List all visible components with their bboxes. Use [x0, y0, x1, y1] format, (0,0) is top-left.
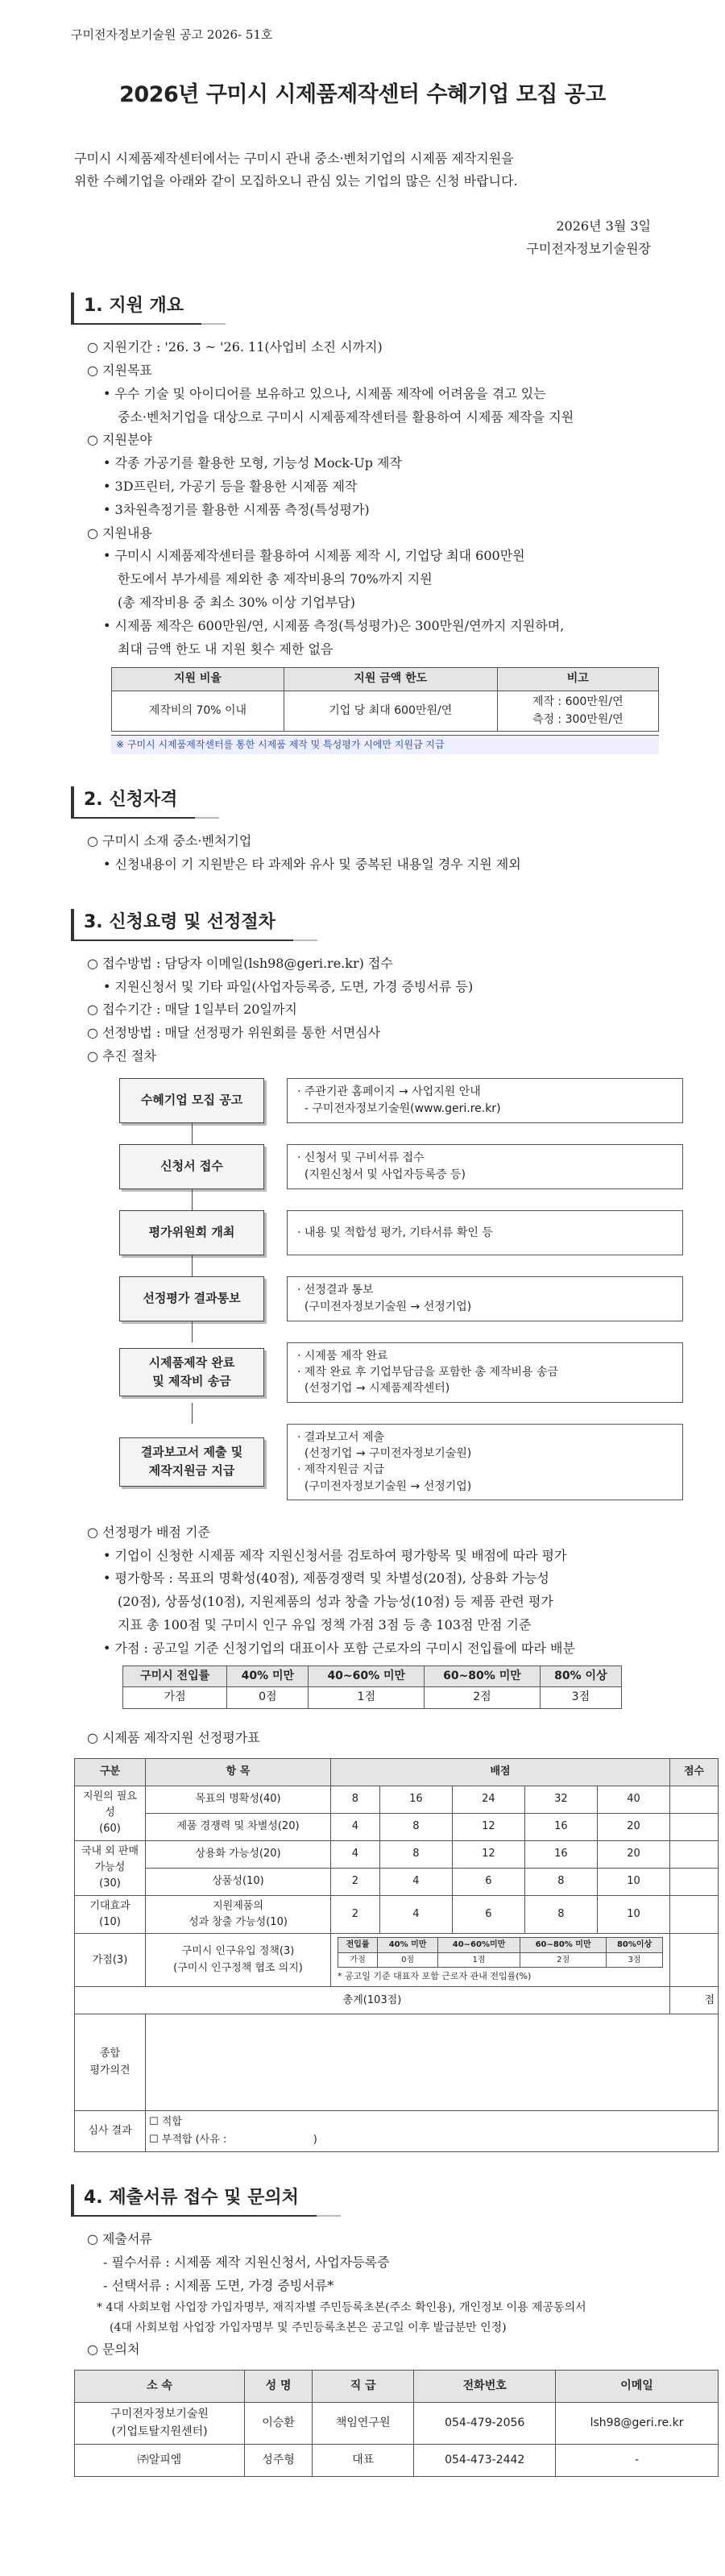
- table-row: [112, 691, 659, 732]
- table-row: [75, 1868, 719, 1895]
- table-row: [75, 2445, 719, 2477]
- table-cell: 24: [452, 1786, 524, 1813]
- total-score[interactable]: 점: [670, 1987, 719, 2014]
- flow-step-box: 평가위원회 개최: [119, 1210, 264, 1255]
- table-cell: 16: [379, 1786, 452, 1813]
- table-cell: 기업 당 최대 600만원/연: [284, 691, 497, 732]
- issuer: 구미전자정보기술원장: [526, 241, 651, 257]
- score-cell[interactable]: [670, 1840, 719, 1868]
- table-cell: 8: [331, 1786, 380, 1813]
- table-cell: 8: [524, 1868, 597, 1895]
- table-header: 직 급: [313, 2370, 414, 2402]
- section-heading-eligibility: 2. 신청자격: [71, 786, 195, 819]
- process-flowchart: [119, 1078, 683, 1500]
- table-cell: 40: [597, 1786, 669, 1813]
- table-cell: 8: [379, 1813, 452, 1840]
- table-header: 40~60%미만: [438, 1938, 520, 1953]
- support-goal: • 우수 기술 및 아이디어를 보유하고 있으나, 시제품 제작에 어려움을 겪고 있는: [103, 383, 683, 406]
- table-cell: 2점: [520, 1952, 607, 1968]
- bonus-mini-table: [338, 1937, 663, 1968]
- table-cell: 12: [452, 1813, 524, 1840]
- flow-step-box: 선정평가 결과통보: [119, 1276, 264, 1321]
- docs-note: * 4대 사회보험 사업장 가입자명부, 재직자별 주민등록초본(주소 확인용), 개인정보 이용 제공동의서: [97, 2300, 586, 2314]
- table-row: [75, 1895, 719, 1933]
- table-cell: 1점: [309, 1687, 425, 1709]
- apply-method: ○ 접수방법 : 담당자 이메일(lsh98@geri.re.kr) 접수: [87, 952, 683, 976]
- flow-connector: [192, 1255, 193, 1276]
- score-cell[interactable]: [670, 1868, 719, 1895]
- flow-desc-line: · 주관기관 홈페이지 → 사업지원 안내: [297, 1085, 481, 1099]
- table-cell: 4: [331, 1813, 380, 1840]
- criteria-line: • 가점 : 공고일 기준 신청기업의 대표이사 포함 근로자의 구미시 전입률에 따라 배분: [103, 1637, 683, 1661]
- table-cell: 4: [379, 1868, 452, 1895]
- support-content-label: ○ 지원내용: [87, 522, 683, 545]
- table-cell: 지원제품의 성과 창출 가능성(10): [146, 1895, 331, 1933]
- table-header: 지원 금액 한도: [284, 668, 497, 691]
- table-cell: 6: [452, 1895, 524, 1933]
- intro-text: [74, 147, 683, 193]
- support-content-cont: 최대 금액 한도 내 지원 횟수 제한 없음: [118, 641, 334, 657]
- result-pass-checkbox[interactable]: ☐ 적합: [149, 2116, 182, 2129]
- table-cell: 0점: [227, 1687, 309, 1709]
- table-cell: 상품성(10): [146, 1868, 331, 1895]
- flow-step-box: 신청서 접수: [119, 1144, 264, 1189]
- table-row: [75, 1840, 719, 1868]
- table-cell: 제품 경쟁력 및 차별성(20): [146, 1813, 331, 1840]
- table-header: 성 명: [245, 2370, 313, 2402]
- support-field-label: ○ 지원분야: [87, 429, 683, 452]
- table-cell: 가점: [338, 1952, 378, 1968]
- flow-step-box: 수혜기업 모집 공고: [119, 1078, 264, 1123]
- support-content-item: • 시제품 제작은 600만원/연, 시제품 측정(특성평가)은 300만원/연까지 지원하며,: [103, 615, 683, 638]
- eval-table-label: ○ 시제품 제작지원 선정평가표: [87, 1727, 683, 1750]
- flow-step: [119, 1144, 683, 1189]
- table-cell: 상용화 가능성(20): [146, 1840, 331, 1868]
- table-cell: 32: [524, 1786, 597, 1813]
- support-table: [111, 667, 659, 732]
- table-cell: 4: [331, 1840, 380, 1868]
- flow-desc-line: · 제작 완료 후 기업부담금을 포함한 총 제작비용 송금: [297, 1366, 559, 1379]
- result-options: [146, 2111, 719, 2152]
- table-header: 전입률: [338, 1938, 378, 1953]
- support-goal-cont: 중소·벤처기업을 대상으로 구미시 시제품제작센터를 활용하여 시제품 제작을 지원: [118, 409, 574, 425]
- flow-desc-line: (지원신청서 및 사업자등록증 등): [297, 1168, 466, 1181]
- overall-label: 종합 평가의견: [75, 2014, 146, 2111]
- table-cell: 가점(3): [75, 1934, 146, 1987]
- flow-connector: [192, 1321, 193, 1342]
- flow-desc-line: (구미전자정보기술원 → 선정기업): [297, 1479, 472, 1493]
- flow-desc-line: · 제작지원금 지급: [297, 1463, 385, 1477]
- table-header: 항 목: [146, 1758, 331, 1786]
- flow-connector: [192, 1189, 193, 1210]
- flow-connector: [192, 1123, 193, 1144]
- table-cell: 대표: [313, 2445, 414, 2477]
- table-header: 60~80% 미만: [520, 1938, 607, 1953]
- process-label: ○ 추진 절차: [87, 1045, 683, 1068]
- table-cell: [497, 691, 658, 732]
- overall-comment[interactable]: [146, 2014, 719, 2111]
- table-cell: 구미전자정보기술원 (기업토탈지원센터): [75, 2402, 245, 2444]
- flow-desc-line: (선정기업 → 시제품제작센터): [297, 1382, 450, 1396]
- table-header: 40% 미만: [227, 1665, 309, 1687]
- table-header: 구미시 전입률: [123, 1665, 227, 1687]
- bonus-mini-note: * 공고일 기준 대표자 포함 근로자 관내 전입률(%): [338, 1971, 532, 1982]
- docs-optional: - 선택서류 : 시제품 도면, 가경 증빙서류*: [103, 2278, 334, 2293]
- flow-step-desc: [287, 1210, 683, 1255]
- flow-step-desc: [287, 1424, 683, 1500]
- table-header: 40~60% 미만: [309, 1665, 425, 1687]
- docs-note-cont: (4대 사회보험 사업장 가입자명부 및 주민등록초본은 공고일 이후 발급분만 인정): [110, 2321, 507, 2334]
- table-row: [75, 2402, 719, 2444]
- table-cell: -: [556, 2445, 719, 2477]
- table-cell: 목표의 명확성(40): [146, 1786, 331, 1813]
- apply-period: ○ 접수기간 : 매달 1일부터 20일까지: [87, 998, 683, 1022]
- table-cell: 제작비의 70% 이내: [112, 691, 284, 732]
- table-row: [75, 1934, 719, 1987]
- section-heading-overview: 1. 지원 개요: [71, 292, 201, 325]
- result-row: [75, 2111, 719, 2152]
- table-cell: 4: [379, 1895, 452, 1933]
- table-cell: 2: [331, 1868, 380, 1895]
- score-cell[interactable]: [670, 1934, 719, 1987]
- total-label: 총계(103점): [75, 1987, 670, 2014]
- flow-step-desc: [287, 1078, 683, 1123]
- table-header: 지원 비율: [112, 668, 284, 691]
- intro-line: 위한 수혜기업을 아래와 같이 모집하오니 관심 있는 기업의 많은 신청 바랍니다.: [74, 173, 518, 189]
- flow-desc-line: · 신청서 및 구비서류 접수: [297, 1151, 425, 1165]
- table-cell: 2: [331, 1895, 380, 1933]
- bonus-table: [122, 1665, 622, 1709]
- overall-row: [75, 2014, 719, 2111]
- table-header: 60~80% 미만: [425, 1665, 541, 1687]
- eligibility-line: ○ 구미시 소재 중소·벤처기업: [87, 830, 683, 853]
- table-cell: 10: [597, 1868, 669, 1895]
- flow-step: [119, 1078, 683, 1123]
- table-cell: 가점: [123, 1687, 227, 1709]
- section-heading-contact: 4. 제출서류 접수 및 문의처: [71, 2184, 317, 2217]
- support-period: ○ 지원기간 : '26. 3 ~ '26. 11(사업비 소진 시까지): [87, 336, 683, 359]
- apply-method-sub: • 지원신청서 및 기타 파일(사업자등록증, 도면, 가경 증빙서류 등): [103, 976, 683, 999]
- score-cell[interactable]: [670, 1786, 719, 1813]
- table-cell: 12: [452, 1840, 524, 1868]
- table-cell: 국내 외 판매 가능성 (30): [75, 1840, 146, 1895]
- table-header: 이메일: [556, 2370, 719, 2402]
- page-title: 2026년 구미시 시제품제작센터 수혜기업 모집 공고: [119, 82, 606, 108]
- table-cell: 8: [379, 1840, 452, 1868]
- criteria-cont: 지표 총 100점 및 구미시 인구 유입 정책 가점 3점 등 총 103점 만점 기준: [118, 1617, 532, 1633]
- flow-desc-line: - 구미전자정보기술원(www.geri.re.kr): [297, 1101, 501, 1115]
- flow-step: [119, 1210, 683, 1255]
- table-header: 전화번호: [414, 2370, 556, 2402]
- table-cell: 6: [452, 1868, 524, 1895]
- table-cell: 기대효과 (10): [75, 1895, 146, 1933]
- support-note: ※ 구미시 시제품제작센터를 통한 시제품 제작 및 특성평가 시에만 지원금 지급: [111, 735, 659, 754]
- table-header: 80%이상: [607, 1938, 663, 1953]
- flow-step: [119, 1424, 683, 1500]
- contact-table: [74, 2370, 719, 2477]
- flow-step-desc: [287, 1276, 683, 1321]
- table-cell: 16: [524, 1840, 597, 1868]
- bonus-mini-cell: [331, 1934, 670, 1987]
- cell-line: 측정 : 300만원/연: [532, 712, 624, 726]
- table-cell: 16: [524, 1813, 597, 1840]
- table-header: 소 속: [75, 2370, 245, 2402]
- criteria-line: • 기업이 신청한 시제품 제작 지원신청서를 검토하여 평가항목 및 배점에 따라 평가: [103, 1545, 683, 1568]
- flow-step: [119, 1276, 683, 1321]
- flow-desc-line: · 내용 및 적합성 평가, 기타서류 확인 등: [297, 1226, 493, 1239]
- score-cell[interactable]: [670, 1895, 719, 1933]
- table-cell: 구미시 인구유입 정책(3) (구미시 인구정책 협조 의지): [146, 1934, 331, 1987]
- table-cell: ㈜알피엠: [75, 2445, 245, 2477]
- section-heading-procedure: 3. 신청요령 및 선정절차: [71, 909, 293, 941]
- support-field-item: • 3D프린터, 가공기 등을 활용한 시제품 제작: [103, 475, 683, 499]
- flow-desc-line: · 시제품 제작 완료: [297, 1349, 388, 1363]
- table-cell: 이승환: [245, 2402, 313, 2444]
- table-header: 40% 미만: [378, 1938, 438, 1953]
- table-cell: 0점: [378, 1952, 438, 1968]
- table-header: 구분: [75, 1758, 146, 1786]
- notice-date: 2026년 3월 3일: [556, 218, 651, 234]
- table-header: 배점: [331, 1758, 670, 1786]
- total-row: [75, 1987, 719, 2014]
- table-row: [75, 1786, 719, 1813]
- support-content-item: • 구미시 시제품제작센터를 활용하여 시제품 제작 시, 기업당 최대 600만원: [103, 545, 683, 568]
- support-goal-label: ○ 지원목표: [87, 359, 683, 383]
- support-content-cont: 한도에서 부가세를 제외한 총 제작비용의 70%까지 지원: [118, 571, 433, 587]
- table-cell: 1점: [438, 1952, 520, 1968]
- table-cell: 054-479-2056: [414, 2402, 556, 2444]
- table-cell: 054-473-2442: [414, 2445, 556, 2477]
- cell-line: 제작 : 600만원/연: [532, 695, 624, 709]
- flow-desc-line: (선정기업 → 구미전자정보기술원): [297, 1446, 472, 1460]
- flow-connector: [192, 1403, 193, 1424]
- flow-step-desc: [287, 1144, 683, 1189]
- table-cell: 3점: [540, 1687, 621, 1709]
- result-fail-checkbox[interactable]: ☐ 부적합 (사유 : ): [149, 2134, 317, 2147]
- flow-step: [119, 1342, 683, 1403]
- contact-email[interactable]: lsh98@geri.re.kr: [556, 2402, 719, 2444]
- table-header: 비고: [497, 668, 658, 691]
- select-method: ○ 선정방법 : 매달 선정평가 위원회를 통한 서면심사: [87, 1022, 683, 1045]
- flow-desc-line: (구미전자정보기술원 → 선정기업): [297, 1300, 472, 1313]
- criteria-label: ○ 선정평가 배점 기준: [87, 1521, 683, 1545]
- result-label: 심사 결과: [75, 2111, 146, 2152]
- support-content-cont: (총 제작비용 중 최소 30% 이상 기업부담): [118, 594, 355, 610]
- support-field-item: • 3차원측정기를 활용한 시제품 측정(특성평가): [103, 499, 683, 522]
- docs-label: ○ 제출서류: [87, 2228, 683, 2251]
- table-cell: 20: [597, 1813, 669, 1840]
- flow-step-desc: [287, 1342, 683, 1403]
- table-cell: 8: [524, 1895, 597, 1933]
- date-issuer: [42, 215, 651, 260]
- table-cell: 2점: [425, 1687, 541, 1709]
- criteria-line: • 평가항목 : 목표의 명확성(40점), 제품경쟁력 및 차별성(20점), 상용화 가능성: [103, 1567, 683, 1591]
- table-cell: 20: [597, 1840, 669, 1868]
- flow-step-box: 결과보고서 제출 및 제작지원금 지급: [119, 1437, 264, 1487]
- table-cell: 지원의 필요성 (60): [75, 1786, 146, 1840]
- support-field-item: • 각종 가공기를 활용한 모형, 기능성 Mock-Up 제작: [103, 452, 683, 475]
- table-cell: 3점: [607, 1952, 663, 1968]
- score-cell[interactable]: [670, 1813, 719, 1840]
- flow-desc-line: · 결과보고서 제출: [297, 1430, 385, 1444]
- notice-number: 구미전자정보기술원 공고 2026- 51호: [71, 27, 273, 42]
- table-cell: 책임연구원: [313, 2402, 414, 2444]
- intro-line: 구미시 시제품제작센터에서는 구미시 관내 중소·벤처기업의 시제품 제작지원을: [74, 151, 514, 167]
- criteria-cont: (20점), 상품성(10점), 지원제품의 성과 창출 가능성(10점) 등 제품 관련 평가: [118, 1594, 553, 1610]
- table-header: 점수: [670, 1758, 719, 1786]
- contact-label: ○ 문의처: [87, 2338, 683, 2362]
- flow-step-box: 시제품제작 완료 및 제작비 송금: [119, 1348, 264, 1397]
- table-cell: 10: [597, 1895, 669, 1933]
- eligibility-line: • 신청내용이 기 지원받은 타 과제와 유사 및 중복된 내용일 경우 지원 제외: [103, 853, 683, 877]
- table-row: [75, 1813, 719, 1840]
- evaluation-table: [74, 1758, 719, 2153]
- table-cell: 성주형: [245, 2445, 313, 2477]
- docs-required: - 필수서류 : 시제품 제작 지원신청서, 사업자등록증: [103, 2255, 390, 2271]
- table-header: 80% 이상: [540, 1665, 621, 1687]
- table-row: [123, 1687, 622, 1709]
- flow-desc-line: · 선정결과 통보: [297, 1284, 374, 1297]
